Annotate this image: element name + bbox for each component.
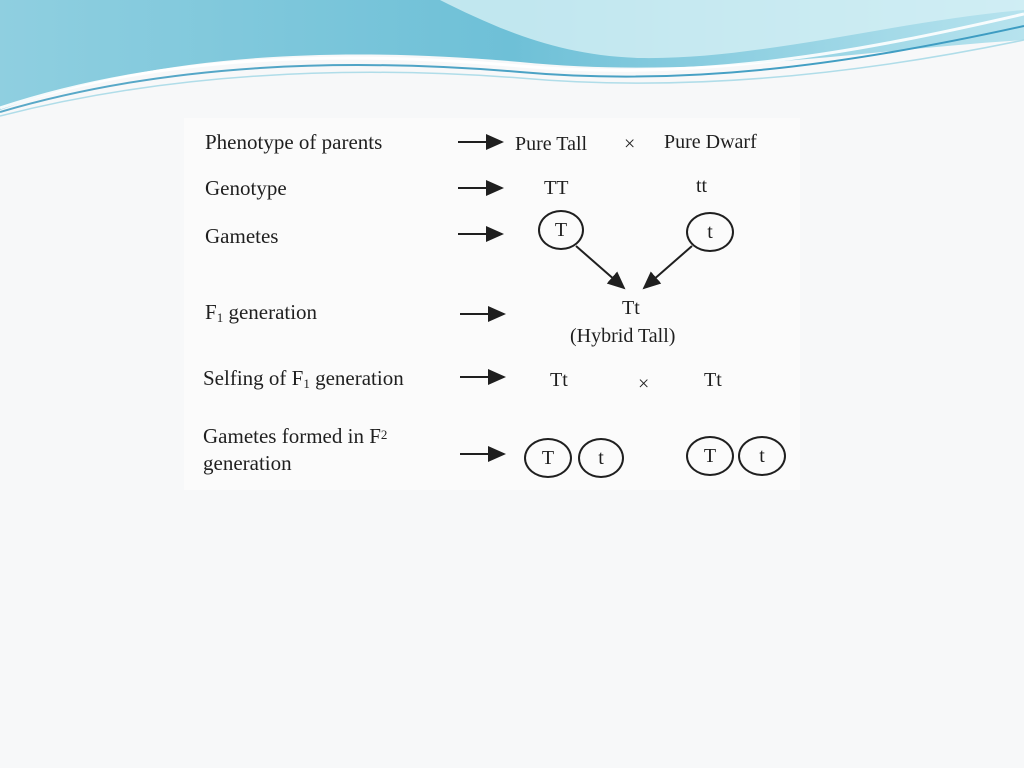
label-selfing-subscript: 1 <box>303 376 310 391</box>
label-gametes-f2-main: Gametes formed in F <box>203 424 381 448</box>
monohybrid-cross-diagram <box>184 118 800 490</box>
gamete-arrow-left <box>576 246 624 288</box>
label-gametes-f2-line2: generation <box>203 451 292 475</box>
f2-gamete-circle-t-upper-2: T <box>686 436 734 476</box>
f2-gamete-circle-t-upper-1: T <box>524 438 572 478</box>
label-f1-subscript: 1 <box>216 310 224 325</box>
label-f1-generation <box>205 300 317 330</box>
slide-header-banner <box>0 0 1024 120</box>
label-selfing-rest: generation <box>309 366 404 390</box>
gamete-circle-t-upper: T <box>538 210 584 250</box>
value-pure-dwarf: Pure Dwarf <box>664 131 757 153</box>
f2-gamete-circle-t-lower-2: t <box>738 436 786 476</box>
label-selfing <box>203 366 404 396</box>
value-genotype-tt-tall: TT <box>544 177 569 199</box>
value-selfing-tt-right: Tt <box>704 369 722 391</box>
label-f1-main: F <box>205 300 217 324</box>
value-genotype-tt-dwarf: tt <box>696 175 708 197</box>
value-pure-tall: Pure Tall <box>515 133 588 155</box>
label-gametes-f2-subscript: 2 <box>380 427 388 442</box>
label-f1-rest: generation <box>228 300 318 324</box>
value-f1-tt: Tt <box>622 297 640 319</box>
gamete-arrow-right <box>644 246 692 288</box>
cross-symbol: × <box>624 133 636 155</box>
label-phenotype-of-parents: Phenotype of parents <box>205 130 383 154</box>
value-selfing-tt-left: Tt <box>550 369 568 391</box>
cross-symbol-selfing: × <box>638 373 650 395</box>
label-genotype: Genotype <box>205 176 287 200</box>
label-gametes-f2-line1 <box>203 423 387 448</box>
value-hybrid-tall: (Hybrid Tall) <box>570 325 676 347</box>
label-selfing-main: Selfing of F <box>203 366 304 390</box>
label-gametes: Gametes <box>205 224 279 248</box>
gamete-circle-t-lower: t <box>686 212 734 252</box>
f2-gamete-circle-t-lower-1: t <box>578 438 624 478</box>
